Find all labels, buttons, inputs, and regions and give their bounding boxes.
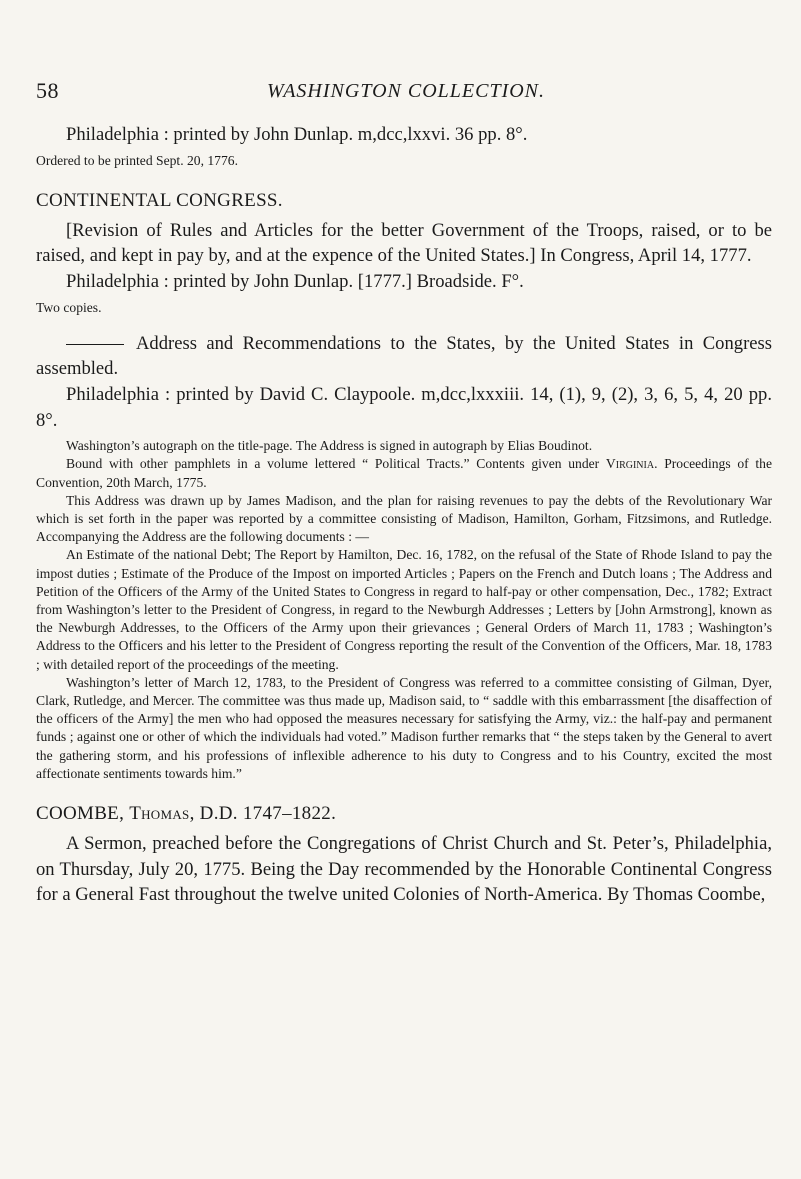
entry-imprint: Philadelphia : printed by David C. Claypoole. m,dcc,lxxxiii. 14, (1), 9, (2), 3, 6, 5, 4, 20 pp. 8°. — [36, 383, 772, 431]
author-dates: , D.D. 1747–1822. — [189, 803, 337, 825]
note-text: Bound with other pamphlets in a volume lettered “ Political Tracts.” Contents given under — [66, 456, 606, 472]
entry-heading: CONTINENTAL CONGRESS. — [36, 189, 283, 211]
entry-note: This Address was drawn up by James Madison, and the plan for raising revenues to pay the debts of the Revolutionary War which is set forth in the paper was reported by a committee consisting of Madison, Hamilton, Gorham, Fitzsimons, and Rutledge. Accompanying the Address are the following documents : — — [36, 492, 772, 545]
entry-title: A Sermon, preached before the Congregations of Christ Church and St. Peter’s, Philadelphia, on Thursday, July 20, 1775. Being the Day recommended by the Honorable Continental Congress for a General Fast throughout the twelve united Colonies of North-America. By Thomas Coombe, — [36, 833, 772, 906]
entry-title-text: Address and Recommendations to the States, by the United States in Congress assembled. — [36, 332, 772, 380]
entry-note: Washington’s autograph on the title-page. The Address is signed in autograph by Elias Boudinot. — [66, 438, 593, 454]
repeat-author-dash — [66, 344, 124, 345]
author-name: COOMBE, — [36, 803, 130, 825]
entry-title — [36, 331, 772, 382]
note-text: . Proceedings of the Convention, 20th March, 1775. — [36, 456, 773, 490]
entry-note — [36, 455, 772, 491]
running-title: WASHINGTON COLLECTION. — [266, 80, 546, 102]
page-number: 58 — [36, 78, 59, 103]
entry-note: Two copies. — [36, 299, 102, 315]
entry-imprint: Philadelphia : printed by John Dunlap. [1777.] Broadside. F°. — [66, 270, 524, 292]
entry-note: Washington’s letter of March 12, 1783, to the President of Congress was referred to a committee consisting of Gilman, Dyer, Clark, Rutledge, and Mercer. The committee was thus made up, Madison said, to “ saddle with this embarrassment [the disaffection of the officers of the Army] the men who had opposed the measures necessary for satisfying the Army, viz.: the half-pay and permanent funds ; against one or other of which the individuals had voted.” Madison further remarks that “ the steps taken by the General to avert the gathering storm, and his professions of inflexible adherence to his duty to Congress and to his Country, excited the most affectionate sentiments towards him.” — [36, 674, 772, 781]
note-smallcaps: Virginia — [605, 456, 655, 472]
bibliography-text — [36, 122, 772, 908]
author-forename: Thomas — [129, 803, 190, 825]
entry-title: [Revision of Rules and Articles for the better Government of the Troops, raised, or to be raised, and kept in pay by, and at the expence of the United States.] In Congress, April 14, 1777. — [36, 219, 772, 267]
entry-imprint: Philadelphia : printed by John Dunlap. m,dcc,lxxvi. 36 pp. 8°. — [66, 124, 528, 145]
page-header — [36, 78, 776, 108]
entry-note: Ordered to be printed Sept. 20, 1776. — [36, 152, 238, 168]
entry-heading — [36, 801, 772, 827]
entry-note: An Estimate of the national Debt; The Report by Hamilton, Dec. 16, 1782, on the refusal of the State of Rhode Island to pay the impost duties ; Estimate of the Produce of the Impost on imported Articles ; Papers on the French and Dutch loans ; The Address and Petition of the Officers of the Army of the United States to Congress in regard to half-pay or other compensation, Dec., 1782; Extract from Washington’s letter to the President of Congress, in regard to the Newburgh Addresses ; Letters by [John Armstrong], known as the Newburgh Addresses, to the Officers of the Army upon their grievances ; General Orders of March 11, 1783 ; Washington’s Address to the Officers and his letter to the President of Congress reporting the result of the Convention of the Officers, Mar. 18, 1783 ; with detailed report of the proceedings of the meeting. — [36, 547, 772, 672]
